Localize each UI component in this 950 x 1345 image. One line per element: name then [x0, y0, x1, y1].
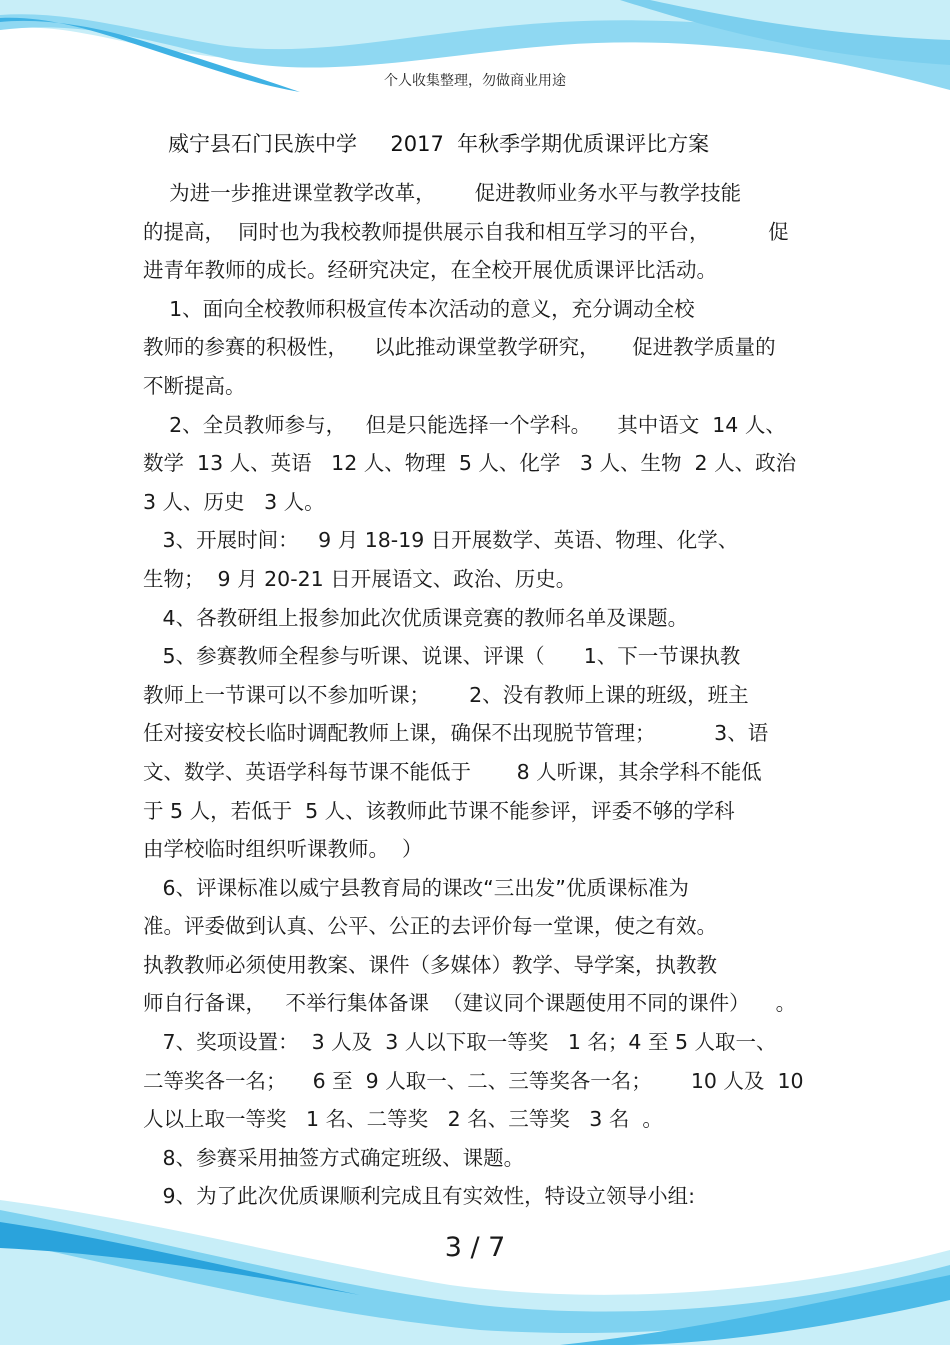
text-line: 数学 13 人、英语 12 人、物理 5 人、化学 3 人、生物 2 人、政治	[143, 451, 797, 476]
text-line: 8、参赛采用抽签方式确定班级、课题。	[143, 1145, 525, 1170]
watermark-text: 个人收集整理，勿做商业用途	[384, 73, 566, 89]
text-line: 3 人、历史 3 人。	[143, 489, 325, 514]
paragraph-item-2	[143, 406, 815, 522]
text-line: 任对接安校长临时调配教师上课，确保不出现脱节管理； 3、语	[143, 721, 769, 746]
text-line: 由学校临时组织听课教师。 ）	[143, 837, 423, 862]
text-line: 的提高， 同时也为我校教师提供展示自我和相互学习的平台， 促	[143, 219, 789, 244]
text-line: 9、为了此次优质课顺利完成且有实效性，特设立领导小组:	[143, 1184, 695, 1209]
text-line: 为进一步推进课堂教学改革， 促进教师业务水平与教学技能	[143, 181, 742, 205]
text-line: 5、参赛教师全程参与听课、说课、评课（ 1、下一节课执教	[143, 644, 741, 669]
paragraph-item-9	[143, 1177, 815, 1216]
text-line: 3、开展时间： 9 月 18-19 日开展数学、英语、物理、化学、	[143, 528, 739, 553]
text-line: 进青年教师的成长。经研究决定，在全校开展优质课评比活动。	[143, 258, 717, 283]
text-line: 人以上取一等奖 1 名、二等奖 2 名、三等奖 3 名 。	[143, 1107, 663, 1132]
text-line: 准。评委做到认真、公平、公正的去评价每一堂课，使之有效。	[143, 914, 717, 939]
paragraph-item-6	[143, 869, 815, 1023]
text-line: 生物； 9 月 20-21 日开展语文、政治、历史。	[143, 566, 577, 591]
paragraph-item-5	[143, 637, 815, 869]
text-line: 不断提高。	[143, 373, 246, 398]
text-line: 1、面向全校教师积极宣传本次活动的意义，充分调动全校	[143, 296, 695, 321]
text-line: 文、数学、英语学科每节课不能低于 8 人听课，其余学科不能低	[143, 759, 762, 784]
text-line: 二等奖各一名； 6 至 9 人取一、二、三等奖各一名； 10 人及 10	[143, 1068, 804, 1093]
document-body	[143, 174, 815, 1216]
paragraph-intro	[143, 174, 815, 290]
text-line: 6、评课标准以威宁县教育局的课改“三出发”优质课标准为	[143, 875, 689, 900]
text-line: 4、各教研组上报参加此次优质课竞赛的教师名单及课题。	[143, 605, 689, 630]
text-line: 教师的参赛的积极性， 以此推动课堂教学研究， 促进教学质量的	[143, 335, 776, 360]
text-line: 2、全员教师参与， 但是只能选择一个学科。 其中语文 14 人、	[143, 412, 786, 437]
page-number: 3 / 7	[444, 1232, 506, 1263]
paragraph-item-1	[143, 290, 815, 406]
paragraph-item-7	[143, 1023, 815, 1139]
text-line: 师自行备课， 不举行集体备课 （建议同个课题使用不同的课件） 。	[143, 991, 797, 1016]
text-line: 执教教师必须使用教案、课件（多媒体）教学、导学案，执教教	[143, 952, 717, 977]
paragraph-item-4	[143, 599, 815, 638]
text-line: 教师上一节课可以不参加听课； 2、没有教师上课的班级，班主	[143, 682, 749, 707]
paragraph-item-3	[143, 521, 815, 598]
text-line: 于 5 人，若低于 5 人、该教师此节课不能参评，评委不够的学科	[143, 798, 735, 823]
document-title: 威宁县石门民族中学 2017 年秋季学期优质课评比方案	[168, 132, 710, 156]
paragraph-item-8	[143, 1139, 815, 1178]
text-line: 7、奖项设置： 3 人及 3 人以下取一等奖 1 名；4 至 5 人取一、	[143, 1030, 777, 1055]
